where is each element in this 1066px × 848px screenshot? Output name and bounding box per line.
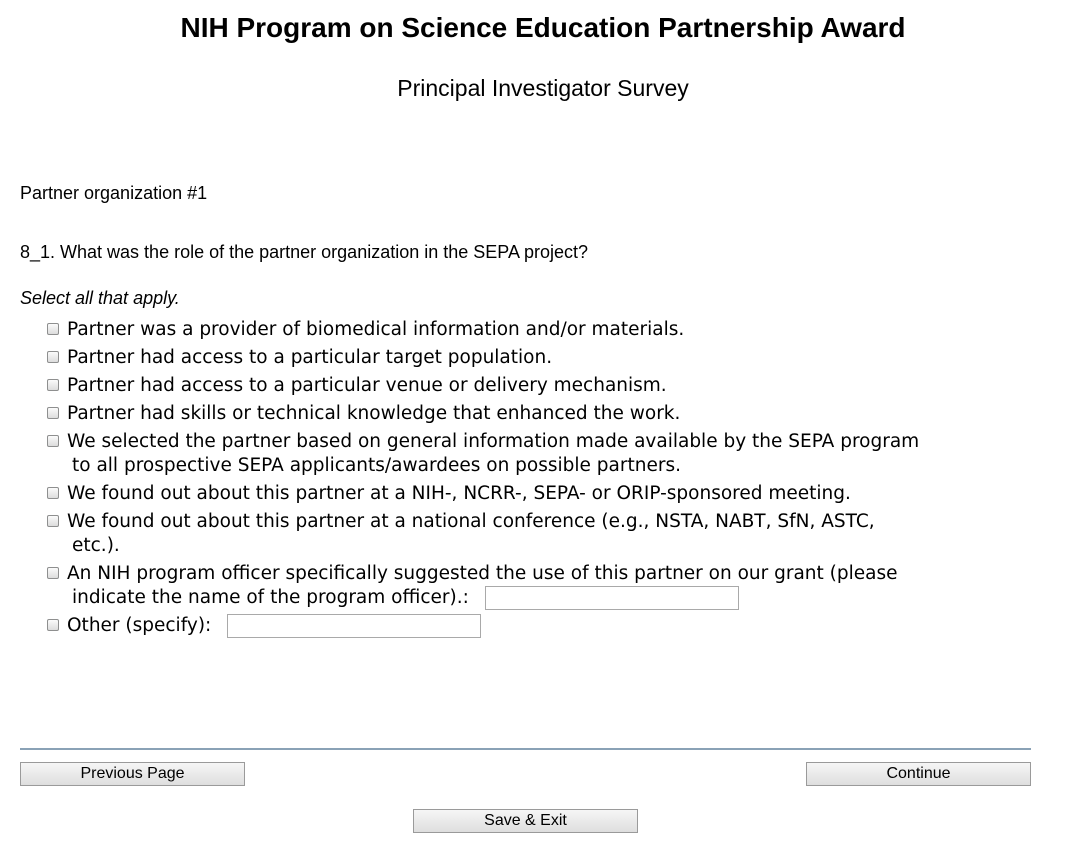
- section-label: Partner organization #1: [20, 183, 208, 203]
- option-venue-delivery[interactable]: [47, 374, 1007, 398]
- checkbox[interactable]: [47, 379, 59, 391]
- option-label: Partner had access to a particular venue or delivery mechanism.: [67, 375, 667, 396]
- other-specify-input[interactable]: [227, 614, 481, 638]
- option-national-conference[interactable]: [47, 510, 1007, 558]
- option-label: Partner had skills or technical knowledge that enhanced the work.: [67, 403, 681, 424]
- checkbox[interactable]: [47, 567, 59, 579]
- option-skills-knowledge[interactable]: [47, 402, 1007, 426]
- save-exit-button[interactable]: Save & Exit: [413, 809, 638, 833]
- checkbox[interactable]: [47, 351, 59, 363]
- program-officer-input[interactable]: [485, 586, 739, 610]
- option-label-continued: etc.).: [72, 535, 120, 556]
- option-label: Partner was a provider of biomedical information and/or materials.: [67, 319, 685, 340]
- option-label: We selected the partner based on general information made available by the SEPA program: [67, 431, 920, 452]
- option-program-officer[interactable]: [47, 562, 1007, 610]
- checkbox[interactable]: [47, 515, 59, 527]
- previous-page-button[interactable]: Previous Page: [20, 762, 245, 786]
- checkbox[interactable]: [47, 323, 59, 335]
- option-sepa-general-info[interactable]: [47, 430, 1007, 478]
- option-label: We found out about this partner at a national conference (e.g., NSTA, NABT, SfN, ASTC,: [67, 511, 875, 532]
- checkbox[interactable]: [47, 487, 59, 499]
- options-list: [47, 318, 1007, 642]
- option-label: An NIH program officer specifically suggested the use of this partner on our grant (please: [67, 563, 898, 584]
- checkbox[interactable]: [47, 435, 59, 447]
- option-label: Partner had access to a particular target population.: [67, 347, 553, 368]
- checkbox[interactable]: [47, 407, 59, 419]
- continue-button[interactable]: Continue: [806, 762, 1031, 786]
- option-label: Other (specify):: [67, 615, 212, 636]
- option-label-continued: to all prospective SEPA applicants/awardees on possible partners.: [72, 455, 681, 476]
- footer-divider: [20, 748, 1031, 750]
- option-target-population[interactable]: [47, 346, 1007, 370]
- option-label: We found out about this partner at a NIH-, NCRR-, SEPA- or ORIP-sponsored meeting.: [67, 483, 851, 504]
- question-text: 8_1. What was the role of the partner organization in the SEPA project?: [20, 242, 589, 262]
- option-label-continued: indicate the name of the program officer).:: [72, 587, 469, 608]
- option-sponsored-meeting[interactable]: [47, 482, 1007, 506]
- option-provider-biomedical[interactable]: [47, 318, 1007, 342]
- page-subtitle: Principal Investigator Survey: [397, 75, 689, 101]
- question-instruction: Select all that apply.: [20, 288, 180, 308]
- option-other[interactable]: [47, 614, 1007, 638]
- page-title: NIH Program on Science Education Partnership Award: [180, 12, 906, 43]
- checkbox[interactable]: [47, 619, 59, 631]
